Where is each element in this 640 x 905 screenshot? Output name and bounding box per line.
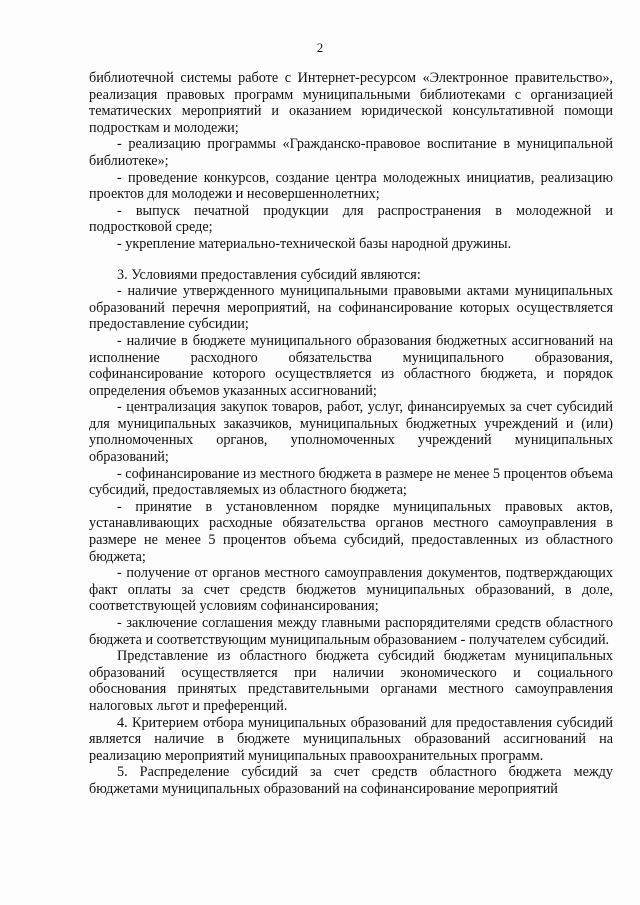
paragraph-10: - софинансирование из местного бюджета в размере не менее 5 процентов объема субсидий, предоставляемых из областного бюджета;	[89, 465, 613, 499]
section-3-heading: 3. Условиями предоставления субсидий являются:	[117, 266, 421, 283]
paragraph-14: Представление из областного бюджета субсидий бюджетам муниципальных образований осуществляется при наличии экономического и социального обоснования принятых представительными органами местного самоуправления налоговых льгот и преференций.	[89, 648, 613, 714]
paragraph-11: - принятие в установленном порядке муниципальных правовых актов, устанавливающих расходные обязательства органов местного самоуправления в размере не менее 5 процентов объема субсидий, предоставленных из областного бюджета;	[89, 498, 613, 565]
paragraph-3: - проведение конкурсов, создание центра молодежных инициатив, реализацию проектов для молодежи и несовершеннолетних;	[89, 169, 613, 203]
paragraph-9: - централизация закупок товаров, работ, услуг, финансируемых за счет субсидий для муниципальных заказчиков, муниципальных бюджетных учреждений и (или) уполномоченных органов, уполномоченных учреждений муниципальных образований;	[89, 399, 613, 466]
paragraph-13: - заключение соглашения между главными распорядителями средств областного бюджета и соответствующим муниципальным образованием - получателем субсидий.	[89, 615, 613, 648]
paragraph-4: - выпуск печатной продукции для распространения в молодежной и подростковой среде;	[89, 202, 613, 236]
section-4-paragraph: 4. Критерием отбора муниципальных образований для предоставления субсидий является наличие в бюджете муниципальных образований ассигнований на реализацию мероприятий муниципальных правоохранительных программ.	[89, 714, 613, 764]
page-number: 2	[316, 40, 324, 55]
document-body	[89, 70, 613, 798]
paragraph-gap	[89, 253, 613, 267]
paragraph-7: - наличие утвержденного муниципальными правовыми актами муниципальных образований перечня мероприятий, на софинансирование которых осуществляется предоставление субсидии;	[89, 283, 613, 333]
section-5-paragraph: 5. Распределение субсидий за счет средств областного бюджета между бюджетами муниципальных образований на софинансирование мероприятий	[89, 764, 613, 797]
paragraph-1: библиотечной системы работе с Интернет-ресурсом «Электронное правительство», реализация правовых программ муниципальными библиотеками с организацией тематических мероприятий и оказанием юридической консультативной помощи подросткам и молодежи;	[89, 70, 613, 136]
paragraph-5: - укрепление материально-технической базы народной дружины.	[117, 235, 512, 252]
paragraph-12: - получение от органов местного самоуправления документов, подтверждающих факт оплаты за счет средств бюджетов муниципальных образований, в доле, соответствующей условиям софинансирования;	[89, 565, 613, 615]
paragraph-2: - реализацию программы «Гражданско-правовое воспитание в муниципальной библиотеке»;	[89, 136, 613, 169]
paragraph-8: - наличие в бюджете муниципального образования бюджетных ассигнований на исполнение расходного обязательства муниципального образования, софинансирование которого осуществляется из областного бюджета, и порядок определения объемов указанных ассигнований;	[89, 332, 613, 399]
